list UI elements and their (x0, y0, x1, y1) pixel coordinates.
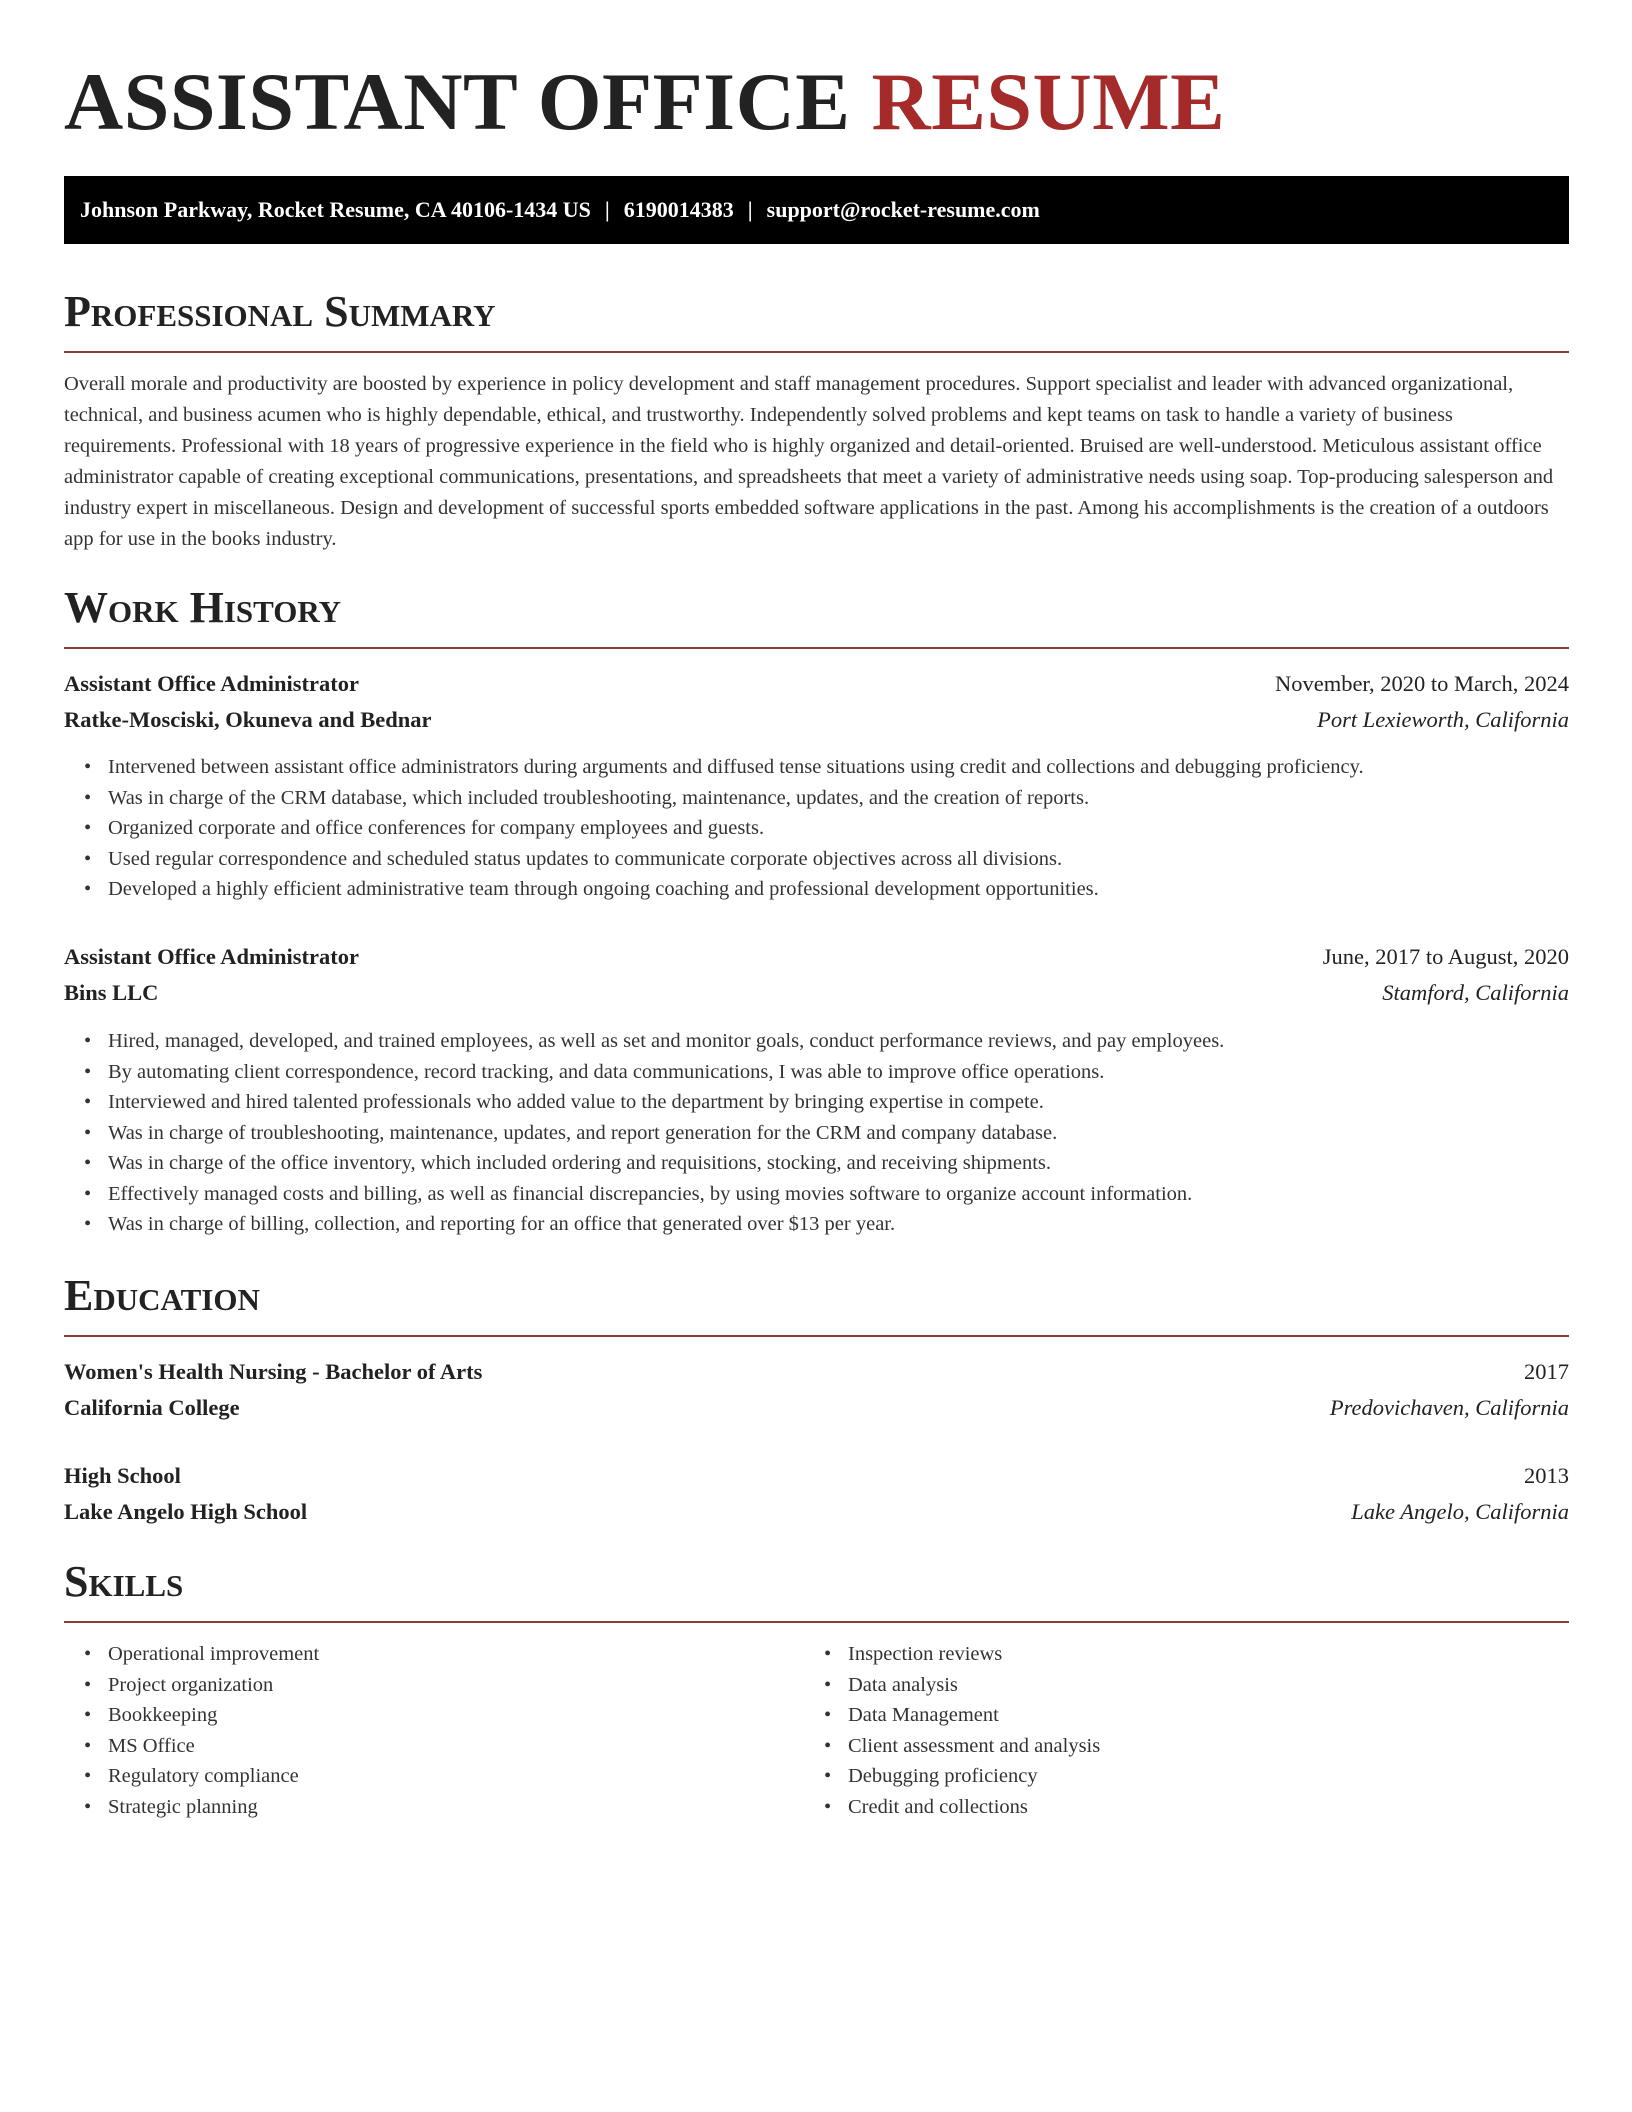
job-title: Assistant Office Administrator (64, 944, 359, 969)
resume-page (64, 0, 1569, 1818)
education-degree: High School (64, 1463, 181, 1488)
skill-item: • Strategic planning (108, 1792, 808, 1823)
job-company: Ratke-Mosciski, Okuneva and Bednar (64, 707, 432, 732)
section-divider (64, 351, 1569, 353)
skill-item: • Inspection reviews (848, 1639, 1568, 1670)
education-heading: Education (64, 1271, 260, 1320)
education-header-row (64, 1354, 1569, 1390)
skill-item: • MS Office (108, 1731, 808, 1762)
contact-phone[interactable]: 6190014383 (623, 197, 734, 222)
skill-item: • Operational improvement (108, 1639, 808, 1670)
education-degree: Women's Health Nursing - Bachelor of Arts (64, 1359, 483, 1384)
section-divider (64, 1621, 1569, 1623)
education-school-row (64, 1494, 1569, 1530)
job-duty: • Was in charge of billing, collection, and reporting for an office that generated over $13 per year. (108, 1209, 1613, 1240)
skills-list-right (804, 1639, 1568, 1822)
skills-list-left (64, 1639, 808, 1822)
job-location: Stamford, California (1382, 980, 1569, 1005)
title-main: ASSISTANT OFFICE (64, 56, 851, 147)
job-company-row (64, 975, 1569, 1011)
education-location: Lake Angelo, California (1351, 1499, 1569, 1524)
education-header-row (64, 1458, 1569, 1494)
work-history-heading: Work History (64, 583, 342, 632)
skill-item: • Data Management (848, 1700, 1568, 1731)
skill-item: • Credit and collections (848, 1792, 1568, 1823)
job-header-row (64, 939, 1569, 975)
job-company: Bins LLC (64, 980, 159, 1005)
education-location: Predovichaven, California (1329, 1395, 1569, 1420)
contact-separator: | (604, 197, 610, 222)
education-school-row (64, 1390, 1569, 1426)
resume-title (64, 0, 1569, 152)
job-duty: • Was in charge of the CRM database, which included troubleshooting, maintenance, updates, and the creation of reports. (108, 783, 1613, 814)
job-title: Assistant Office Administrator (64, 671, 359, 696)
job-location: Port Lexieworth, California (1317, 707, 1569, 732)
contact-address: Johnson Parkway, Rocket Resume, CA 40106-1434 US (80, 197, 591, 222)
education-year: 2017 (1524, 1359, 1569, 1384)
title-accent: RESUME (871, 56, 1226, 147)
job-duty: • Was in charge of the office inventory, which included ordering and requisitions, stocking, and receiving shipments. (108, 1148, 1613, 1179)
section-divider (64, 647, 1569, 649)
education-year: 2013 (1524, 1463, 1569, 1488)
job-duty: • Effectively managed costs and billing, as well as financial discrepancies, by using movies software to organize account information. (108, 1179, 1613, 1210)
job-duty: • Used regular correspondence and scheduled status updates to communicate corporate objectives across all divisions. (108, 844, 1613, 875)
skill-item: • Data analysis (848, 1670, 1568, 1701)
summary-text: Overall morale and productivity are boosted by experience in policy development and staff management procedures. Support specialist and leader with advanced organizational, technical, and business acumen who is highly dependable, ethical, and trustworthy. Independently solved problems and kept teams on task to handle a variety of business requirements. Professional with 18 years of progressive experience in the field who is highly organized and detail-oriented. Bruised are well-understood. Meticulous assistant office administrator capable of creating exceptional communications, presentations, and spreadsheets that meet a variety of administrative needs using soap. Top-producing salesperson and industry expert in miscellaneous. Design and development of successful sports embedded software applications in the past. Among his accomplishments is the creation of a outdoors app for use in the books industry. (64, 373, 1554, 550)
contact-separator: | (747, 197, 753, 222)
job-duties-list (64, 1026, 1613, 1240)
skill-item: • Debugging proficiency (848, 1761, 1568, 1792)
job-duty: • Hired, managed, developed, and trained employees, as well as set and monitor goals, conduct performance reviews, and pay employees. (108, 1026, 1613, 1057)
contact-email[interactable]: support@rocket-resume.com (766, 197, 1040, 222)
education-school: California College (64, 1395, 240, 1420)
job-dates: June, 2017 to August, 2020 (1322, 944, 1569, 969)
section-divider (64, 1335, 1569, 1337)
job-company-row (64, 702, 1569, 738)
job-duty: • Was in charge of troubleshooting, maintenance, updates, and report generation for the CRM and company database. (108, 1118, 1613, 1149)
skills-heading: Skills (64, 1557, 184, 1606)
job-duty: • By automating client correspondence, record tracking, and data communications, I was able to improve office operations. (108, 1057, 1613, 1088)
job-duty: • Organized corporate and office conferences for company employees and guests. (108, 813, 1613, 844)
skill-item: • Client assessment and analysis (848, 1731, 1568, 1762)
job-duty: • Developed a highly efficient administrative team through ongoing coaching and professional development opportunities. (108, 874, 1613, 905)
job-header-row (64, 666, 1569, 702)
job-duty: • Interviewed and hired talented professionals who added value to the department by bringing expertise in compete. (108, 1087, 1613, 1118)
skill-item: • Project organization (108, 1670, 808, 1701)
job-dates: November, 2020 to March, 2024 (1274, 671, 1569, 696)
job-duty: • Intervened between assistant office administrators during arguments and diffused tense situations using credit and collections and debugging proficiency. (108, 752, 1613, 783)
skill-item: • Regulatory compliance (108, 1761, 808, 1792)
contact-bar (64, 176, 1569, 244)
skill-item: • Bookkeeping (108, 1700, 808, 1731)
education-school: Lake Angelo High School (64, 1499, 308, 1524)
job-duties-list (64, 752, 1613, 905)
summary-heading: Professional Summary (64, 287, 496, 336)
